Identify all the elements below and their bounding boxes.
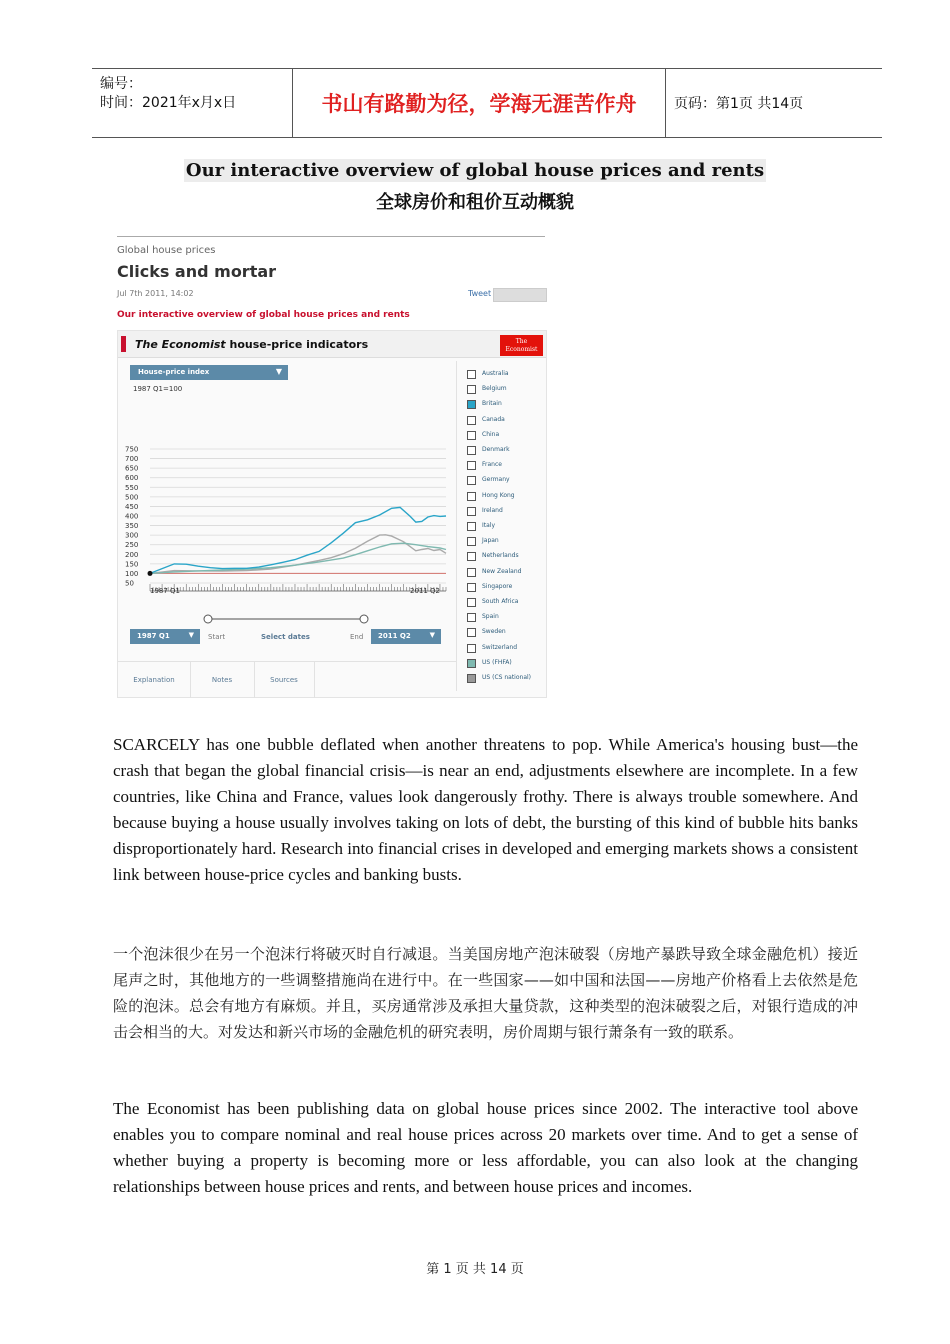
country-checkbox[interactable] <box>467 370 476 379</box>
country-label: Sweden <box>482 628 506 636</box>
title-chinese: 全球房价和租价互动概貌 <box>376 192 574 213</box>
panel-titlebar <box>118 331 546 358</box>
y-tick-label: 650 <box>125 464 139 473</box>
widget-rule <box>117 236 545 237</box>
country-label: Singapore <box>482 582 513 590</box>
time-label: 时间：2021年x月x日 <box>100 95 237 111</box>
country-label: New Zealand <box>482 567 522 575</box>
country-checkbox[interactable] <box>467 400 476 409</box>
tab-notes[interactable]: Notes <box>190 662 255 698</box>
house-price-widget <box>117 236 545 696</box>
country-label: US (CS national) <box>482 674 532 681</box>
country-label: France <box>482 461 502 469</box>
country-label: Canada <box>482 415 505 423</box>
country-label: Germany <box>482 476 510 484</box>
header-meta <box>92 69 293 137</box>
country-label: South Africa <box>482 598 519 605</box>
y-tick-label: 500 <box>125 493 139 502</box>
chevron-down-icon: ▼ <box>275 367 282 376</box>
title-english: Our interactive overview of global house prices and rents <box>185 160 765 181</box>
indicator-panel <box>117 330 547 698</box>
end-date-select[interactable]: 2011 Q2 ▼ <box>371 629 441 644</box>
end-label: End <box>350 633 364 641</box>
date-range-slider[interactable] <box>118 609 456 629</box>
country-checkbox[interactable] <box>467 385 476 394</box>
country-checkbox[interactable] <box>467 659 476 668</box>
y-tick-label: 400 <box>125 512 139 521</box>
country-checkbox[interactable] <box>467 644 476 653</box>
country-checkbox[interactable] <box>467 613 476 622</box>
y-tick-label: 450 <box>125 502 139 511</box>
country-checkbox[interactable] <box>467 431 476 440</box>
panel-title: The Economist house-price indicators <box>135 338 369 351</box>
country-checkbox[interactable] <box>467 416 476 425</box>
country-checkbox[interactable] <box>467 476 476 485</box>
country-label: Britain <box>482 400 502 408</box>
widget-headline: Clicks and mortar <box>117 262 277 281</box>
country-checkbox[interactable] <box>467 446 476 455</box>
base-label: 1987 Q1=100 <box>133 385 183 393</box>
country-label: Netherlands <box>482 552 519 560</box>
country-label: Italy <box>482 522 496 529</box>
country-checkbox[interactable] <box>467 552 476 561</box>
country-label: Denmark <box>482 446 510 453</box>
start-date-select[interactable]: 1987 Q1 ▼ <box>130 629 200 644</box>
start-label: Start <box>208 633 226 641</box>
country-checkbox[interactable] <box>467 522 476 531</box>
tab-sources[interactable]: Sources <box>254 662 315 698</box>
country-label: China <box>482 430 500 438</box>
country-checklist <box>456 361 545 691</box>
country-label: Japan <box>482 537 499 545</box>
y-tick-label: 100 <box>125 569 139 578</box>
country-checkbox[interactable] <box>467 568 476 577</box>
header-page-label: 页码：第1页 共14页 <box>674 96 804 112</box>
country-label: Hong Kong <box>482 491 515 499</box>
x-tick-label-end: 2011 Q2 <box>410 587 441 595</box>
document-header <box>92 68 882 138</box>
paragraph-english-2: The Economist has been publishing data on global house prices since 2002. The interactive tool above enables you to compare nominal and real house prices across 20 markets over time. And to get a sense of whether buying a property is becoming more or less affordable, you can also look at the changing relationships between house prices and rents, and between house prices and incomes. <box>113 1099 858 1196</box>
tweet-count-box <box>493 288 547 302</box>
y-tick-label: 50 <box>125 579 134 588</box>
y-tick-label: 750 <box>125 445 139 454</box>
widget-date: Jul 7th 2011, 14:02 <box>117 289 194 298</box>
x-tick-label-start: 1987 Q1 <box>150 587 181 595</box>
header-motto: 书山有路勤为径，学海无涯苦作舟 <box>293 69 666 137</box>
country-checkbox[interactable] <box>467 507 476 516</box>
y-tick-label: 300 <box>125 531 139 540</box>
country-label: Switzerland <box>482 643 517 651</box>
house-price-chart <box>118 391 456 621</box>
widget-subhead: Our interactive overview of global house prices and rents <box>117 310 410 320</box>
slider-start-handle[interactable] <box>204 615 212 623</box>
y-tick-label: 150 <box>125 560 139 569</box>
page-footer: 第 1 页 共 14 页 <box>426 1262 524 1277</box>
tweet-link[interactable]: Tweet <box>468 289 492 298</box>
tab-explanation[interactable]: Explanation <box>118 662 191 698</box>
country-label: US (FHFA) <box>482 658 512 666</box>
widget-kicker: Global house prices <box>117 245 216 256</box>
paragraph-english-1: SCARCELY has one bubble deflated when another threatens to pop. While America's housing bust—the crash that began the global financial crisis—is near an end, adjustments elsewhere are incomplete. In a few countries, like China and France, values look dangerously frothy. There is always trouble somewhere. And because buying a house usually involves taking on lots of debt, the bursting of this kind of bubble hits banks disproportionately hard. Research into financial crises in developed and emerging markets shows a consistent link between house-price cycles and banking busts. <box>113 735 858 884</box>
country-checkbox[interactable] <box>467 537 476 546</box>
paragraph-chinese: 一个泡沫很少在另一个泡沫行将破灭时自行减退。当美国房地产泡沫破裂（房地产暴跌导致全球金融危机）接近尾声之时，其他地方的一些调整措施尚在进行中。在一些国家——如中国和法国——房地产价格看上去依然是危险的泡沫。总会有地方有麻烦。并且，买房通常涉及承担大量贷款，这种类型的泡沫破裂之后，对银行造成的冲击会相当的大。对发达和新兴市场的金融危机的研究表明，房价周期与银行萧条有一致的联系。 <box>113 945 858 1041</box>
y-tick-label: 700 <box>125 455 139 464</box>
country-label: Spain <box>482 613 499 621</box>
economist-logo: The Economist <box>500 335 543 356</box>
index-type-select[interactable]: House-price index ▼ <box>130 365 288 380</box>
country-checkbox[interactable] <box>467 674 476 683</box>
slider-end-handle[interactable] <box>360 615 368 623</box>
country-label: Ireland <box>482 506 503 514</box>
chevron-down-icon: ▼ <box>429 631 435 639</box>
y-tick-label: 200 <box>125 550 139 559</box>
red-accent-bar <box>121 336 126 352</box>
y-tick-label: 350 <box>125 522 139 531</box>
country-label: Australia <box>482 370 509 377</box>
country-checkbox[interactable] <box>467 583 476 592</box>
country-checkbox[interactable] <box>467 492 476 501</box>
country-label: Belgium <box>482 385 507 393</box>
base-point-marker <box>148 571 153 576</box>
number-label: 编号： <box>100 76 142 92</box>
chevron-down-icon: ▼ <box>188 631 194 639</box>
country-checkbox[interactable] <box>467 461 476 470</box>
widget-tabs <box>118 661 456 698</box>
y-tick-label: 600 <box>125 474 139 483</box>
y-tick-label: 550 <box>125 483 139 492</box>
country-checkbox[interactable] <box>467 598 476 607</box>
country-checkbox[interactable] <box>467 628 476 637</box>
y-tick-label: 250 <box>125 541 139 550</box>
select-dates-label: Select dates <box>261 633 310 641</box>
